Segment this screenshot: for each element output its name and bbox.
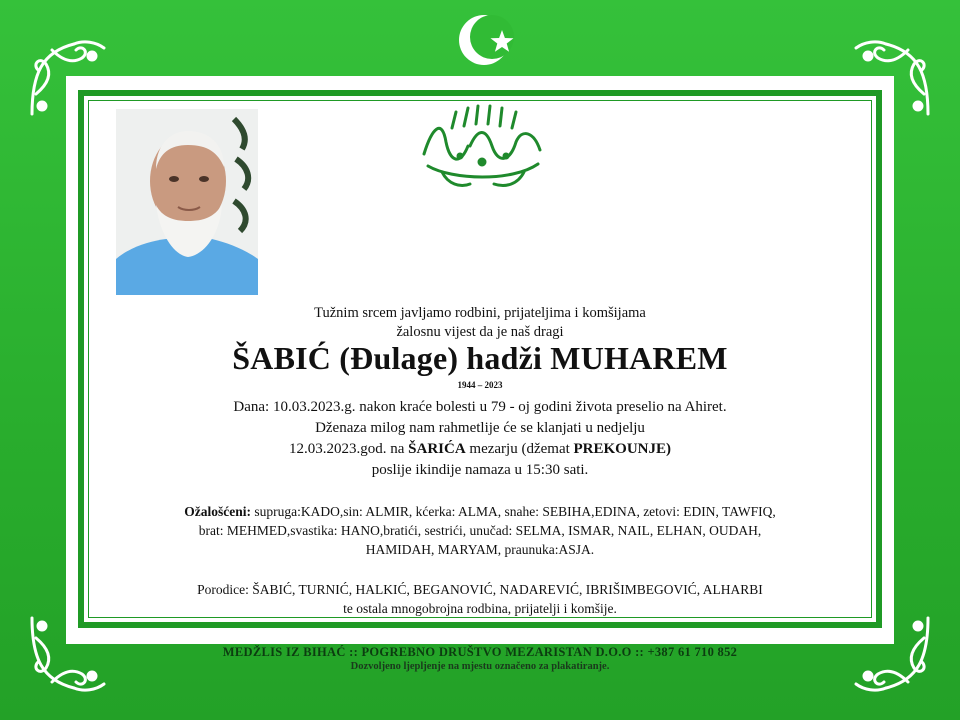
funeral-details [88, 397, 872, 481]
publisher-footer: MEDŽLIS IZ BIHAĆ :: POGREBNO DRUŠTVO MEZARISTAN D.O.O :: +387 61 710 852 [222, 645, 738, 659]
families-line-2: te ostala mnogobrojna rodbina, prijatelji i komšije. [343, 601, 617, 616]
crescent-star-icon [458, 8, 528, 72]
arabic-calligraphy-emblem [412, 98, 552, 194]
funeral-prayer-line: Dženaza milog nam rahmetlije će se klanjati u nedjelju [315, 420, 645, 436]
mourners-label: Ožalošćeni: [184, 504, 251, 519]
families-line-1: Porodice: ŠABIĆ, TURNIĆ, HALKIĆ, BEGANOVIĆ, NADAREVIĆ, IBRIŠIMBEGOVIĆ, ALHARBI [197, 582, 763, 597]
deceased-name: ŠABIĆ (Đulage) hadži MUHAREM [232, 340, 728, 376]
cemetery-name: ŠARIĆA [408, 441, 466, 457]
mourners-list [88, 502, 872, 559]
posting-notice: Dozvoljeno ljepljenje na mjestu označeno za plakatiranje. [350, 661, 610, 672]
life-years: 1944 – 2023 [457, 380, 503, 390]
congregation-name: PREKOUNJE) [573, 441, 672, 457]
intro-line-2: žalosnu vijest da je naš dragi [396, 324, 564, 340]
mourners-line-3: HAMIDAH, MARYAM, praunuka:ASJA. [365, 542, 595, 557]
mourners-line-1: Ožalošćeni: supruga:KADO,sin: ALMIR, kćerka: ALMA, snahe: SEBIHA,EDINA, zetovi: EDIN, TAWFIQ, [184, 504, 776, 519]
funeral-location-line: 12.03.2023.god. na ŠARIĆA mezarju (džemat PREKOUNJE) [288, 441, 672, 457]
families-list [88, 580, 872, 618]
intro-line-1: Tužnim srcem javljamo rodbini, prijateljima i komšijama [314, 305, 646, 321]
portrait-photo [116, 109, 258, 295]
funeral-time-line: poslije ikindije namaza u 15:30 sati. [371, 462, 589, 478]
intro-text [88, 304, 872, 342]
death-date-line: Dana: 10.03.2023.g. nakon kraće bolesti u 79 - oj godini života preselio na Ahiret. [233, 399, 727, 415]
mourners-line-2: brat: MEHMED,svastika: HANO,bratići, sestrići, unučad: SELMA, ISMAR, NAIL, ELHAN, OUDAH, [198, 523, 762, 538]
